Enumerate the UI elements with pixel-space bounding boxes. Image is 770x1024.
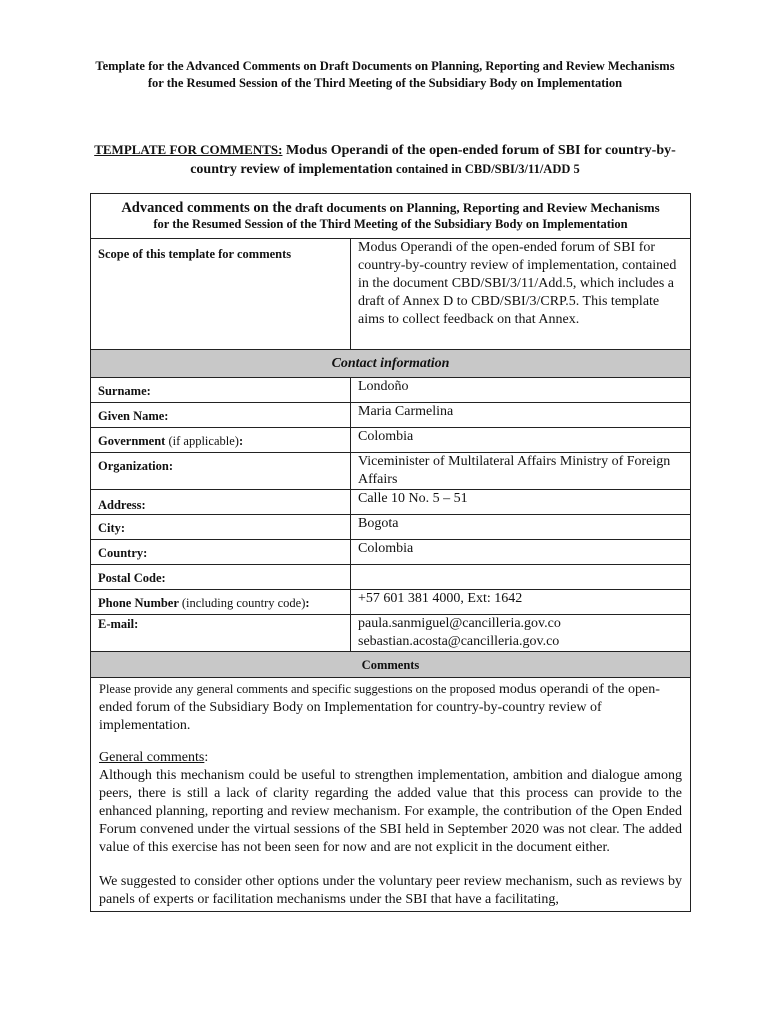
given-name-field[interactable]: Maria Carmelina (351, 403, 691, 428)
address-field[interactable]: Calle 10 No. 5 – 51 (351, 490, 691, 515)
document-title: Template for the Advanced Comments on Draft Documents on Planning, Reporting and Review Mechanisms for the Resumed Session of the Third Meeting of the Subsidiary Body on Implementation (95, 59, 675, 90)
address-label: Address: (91, 490, 351, 515)
email-label: E-mail: (91, 615, 351, 652)
general-comments-heading (99, 749, 682, 767)
organization-field[interactable]: Viceminister of Multilateral Affairs Ministry of Foreign Affairs (351, 453, 691, 490)
form-header-line2: for the Resumed Session of the Third Meeting of the Subsidiary Body on Implementation (153, 217, 628, 231)
comments-section-header (91, 652, 691, 678)
scope-label: Scope of this template for comments (91, 239, 351, 350)
general-comments-label: General comments (99, 750, 205, 765)
form-header-lead: Advanced comments on the (121, 200, 292, 216)
phone-field[interactable]: +57 601 381 4000, Ext: 1642 (351, 590, 691, 615)
comments-form-table (90, 193, 691, 912)
comments-section-title: Comments (361, 658, 420, 672)
comments-body[interactable] (91, 678, 691, 912)
postal-code-field[interactable] (351, 565, 691, 590)
government-label (91, 428, 351, 453)
postal-code-label: Postal Code: (91, 565, 351, 590)
email-value-1: paula.sanmiguel@cancilleria.gov.co (358, 616, 561, 631)
surname-label: Surname: (91, 378, 351, 403)
phone-label-text: Phone Number (98, 596, 179, 610)
scope-value: Modus Operandi of the open-ended forum of SBI for country-by-country review of implementation, contained in the document CBD/SBI/3/11/Add.5, which includes a draft of Annex D to CBD/SBI/3/CRP.5. This template aims to collect feedback on that Annex. (351, 239, 691, 350)
comments-intro-small: Please provide any general comments and specific suggestions on the proposed (99, 682, 496, 696)
form-header-rest: draft documents on Planning, Reporting and Review Mechanisms (294, 200, 660, 215)
contact-section-header (91, 350, 691, 378)
comments-intro-rest: modus operandi of the open-ended forum of the Subsidiary Body on Implementation for country-by-country review of implementation. (99, 682, 660, 733)
general-comments-paragraph-2: We suggested to consider other options under the voluntary peer review mechanism, such as reviews by panels of experts or facilitation mechanisms under the SBI that have a facilitating, (99, 874, 682, 907)
template-heading (90, 140, 680, 179)
country-field[interactable]: Colombia (351, 540, 691, 565)
government-label-text: Government (98, 434, 166, 448)
template-heading-main: Modus Operandi of the open-ended forum of SBI for country-by-country review of implementation (190, 143, 676, 177)
template-heading-tail: contained in CBD/SBI/3/11/ADD 5 (396, 162, 580, 176)
city-label: City: (91, 515, 351, 540)
phone-label-colon: : (305, 596, 310, 610)
organization-label: Organization: (91, 453, 351, 490)
government-label-note: (if applicable) (168, 434, 239, 448)
phone-label (91, 590, 351, 615)
contact-section-title: Contact information (331, 356, 450, 371)
phone-label-note: (including country code) (181, 596, 306, 610)
government-field[interactable]: Colombia (351, 428, 691, 453)
government-label-colon: : (238, 434, 244, 448)
email-field[interactable] (351, 615, 691, 652)
country-label: Country: (91, 540, 351, 565)
given-name-label: Given Name: (91, 403, 351, 428)
comments-intro (99, 680, 682, 735)
city-field[interactable]: Bogota (351, 515, 691, 540)
general-comments-colon: : (204, 750, 209, 765)
email-value-2: sebastian.acosta@cancilleria.gov.co (358, 634, 560, 649)
general-comments-paragraph-1: Although this mechanism could be useful to strengthen implementation, ambition and dialogue among peers, there is still a lack of clarity regarding the added value that this process can provide to the enhanced planning, reporting and review mechanism. For example, the contribution of the Open Ended Forum convened under the virtual sessions of the SBI held in September 2020 was not clear. The added value of this exercise has not been seen for now and are not explicit in the document either. (99, 768, 682, 855)
surname-field[interactable]: Londoño (351, 378, 691, 403)
template-heading-lead: TEMPLATE FOR COMMENTS: (94, 142, 283, 157)
form-header (91, 194, 691, 239)
